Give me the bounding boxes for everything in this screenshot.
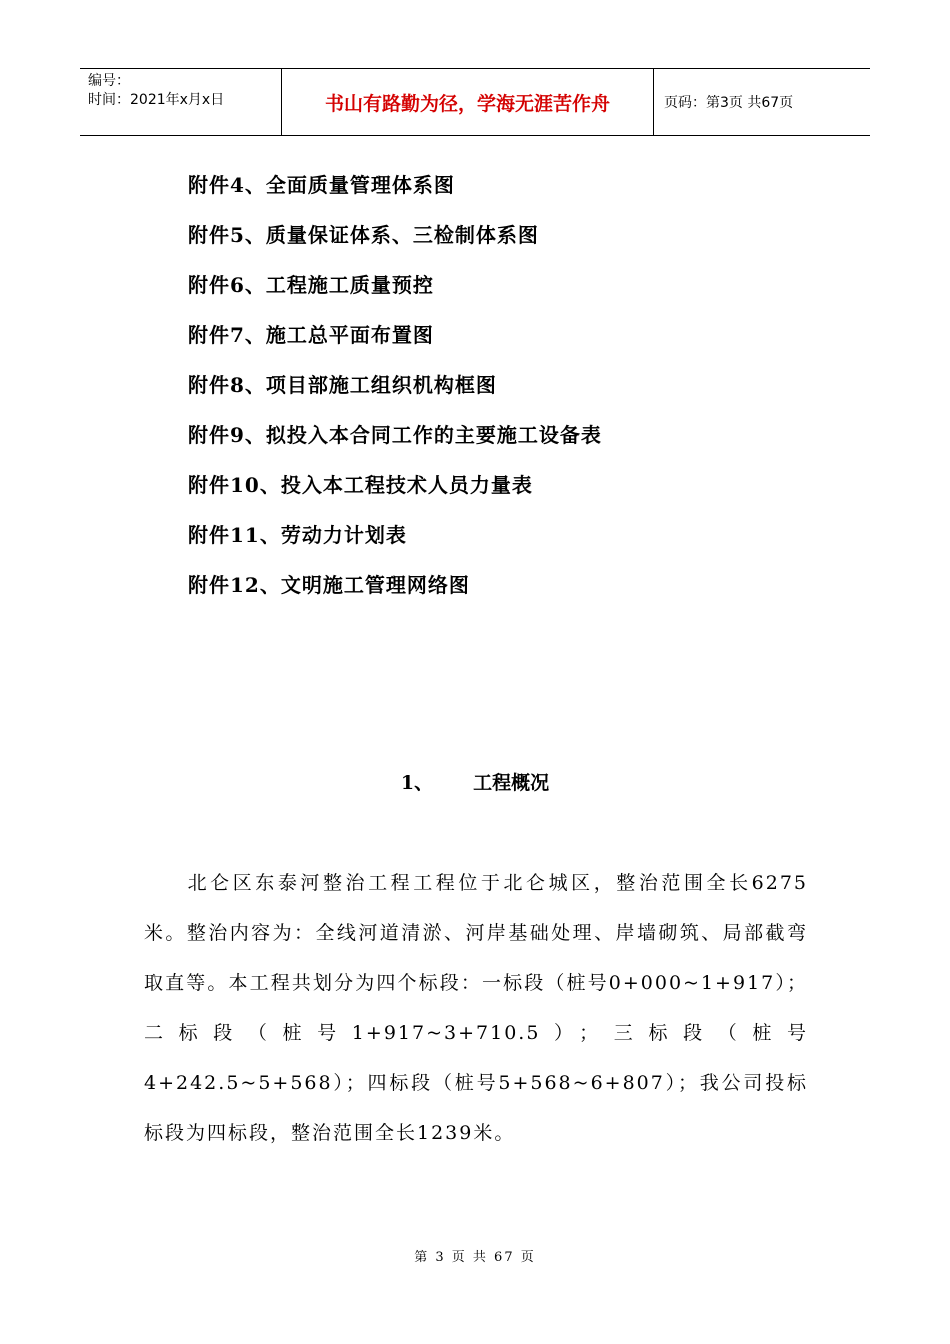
attachment-item: 附件5、质量保证体系、三检制体系图 bbox=[188, 223, 539, 247]
body-paragraph: 北仑区东泰河整治工程工程位于北仑城区，整治范围全长6275米。整治内容为：全线河道清淤、河岸基础处理、岸墙砌筑、局部截弯取直等。本工程共划分为四个标段：一标段（桩号0+000~1+917）；二标段（桩号1+917~3+710.5）；三标段（桩号4+242.5~5+568）；四标段（桩号5+568~6+807）；我公司投标标段为四标段，整治范围全长1239米。 bbox=[144, 872, 808, 1144]
body-paragraph-wrapper bbox=[144, 858, 808, 1158]
attachment-item: 附件11、劳动力计划表 bbox=[188, 523, 407, 547]
header-number-label: 编号： bbox=[88, 73, 130, 89]
page-header bbox=[80, 68, 870, 136]
header-meta bbox=[80, 69, 282, 135]
attachment-item: 附件4、全面质量管理体系图 bbox=[188, 173, 455, 197]
section-heading bbox=[0, 768, 950, 795]
section-number: 1、 bbox=[400, 772, 434, 794]
header-motto: 书山有路勤为径，学海无涯苦作舟 bbox=[282, 69, 654, 135]
attachment-item: 附件9、拟投入本合同工作的主要施工设备表 bbox=[188, 423, 602, 447]
header-time-label: 时间：2021年x月x日 bbox=[88, 92, 225, 108]
header-page-info: 页码：第3页 共67页 bbox=[664, 95, 794, 111]
attachment-item: 附件7、施工总平面布置图 bbox=[188, 323, 434, 347]
attachment-item: 附件12、文明施工管理网络图 bbox=[188, 573, 470, 597]
attachment-item: 附件6、工程施工质量预控 bbox=[188, 273, 434, 297]
section-title: 工程概况 bbox=[473, 772, 550, 794]
attachment-item: 附件10、投入本工程技术人员力量表 bbox=[188, 473, 533, 497]
page-footer: 第 3 页 共 67 页 bbox=[414, 1250, 536, 1265]
attachment-item: 附件8、项目部施工组织机构框图 bbox=[188, 373, 497, 397]
attachment-list bbox=[188, 168, 602, 618]
